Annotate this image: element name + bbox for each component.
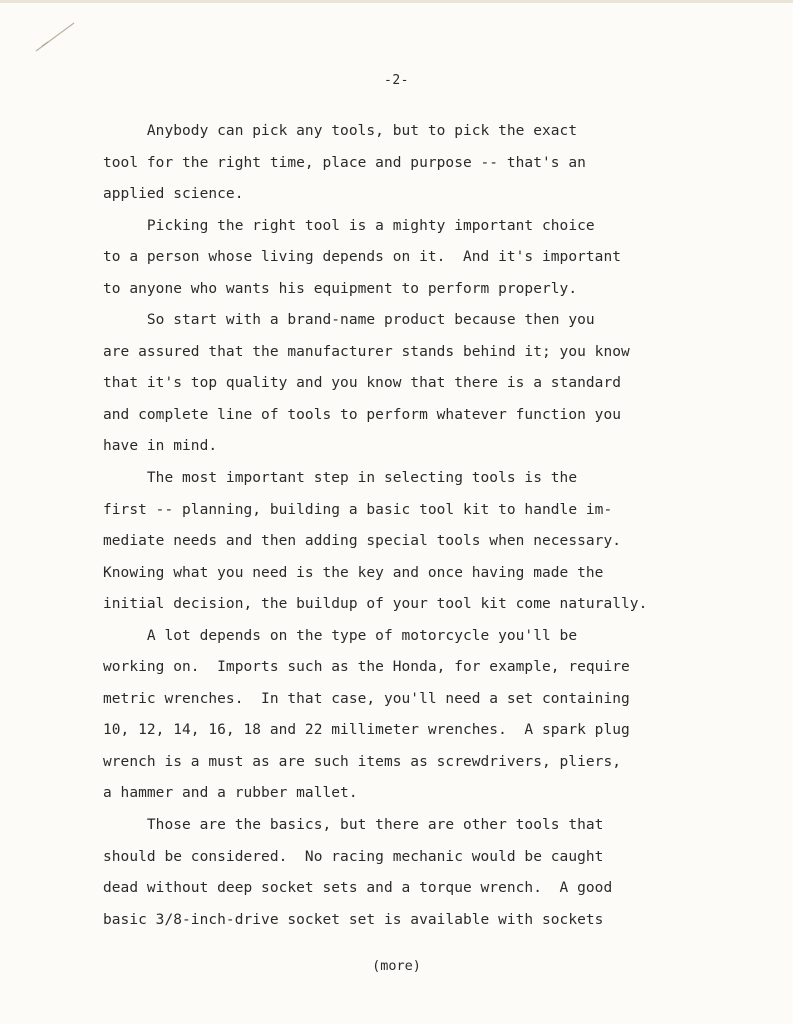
text-line: to anyone who wants his equipment to perform properly. (103, 280, 578, 297)
text-line: have in mind. (103, 438, 218, 455)
paragraph-4 (103, 463, 683, 621)
paragraph-5 (103, 621, 683, 810)
text-line: and complete line of tools to perform whatever function you (103, 406, 622, 423)
text-line: should be considered. No racing mechanic would be caught (103, 848, 604, 865)
pencil-mark (34, 20, 76, 54)
text-line: basic 3/8-inch-drive socket set is available with sockets (103, 911, 604, 928)
text-line: a hammer and a rubber mallet. (103, 785, 358, 802)
text-line: mediate needs and then adding special tools when necessary. (103, 533, 622, 550)
page-number: -2- (384, 73, 409, 88)
text-line: first -- planning, building a basic tool kit to handle im- (103, 501, 613, 518)
text-line: Anybody can pick any tools, but to pick the exact (103, 123, 578, 139)
paragraph-2 (103, 211, 683, 306)
paragraph-3 (103, 305, 683, 463)
text-line: wrench is a must as are such items as screwdrivers, pliers, (103, 753, 622, 770)
text-line: tool for the right time, place and purpose -- that's an (103, 154, 586, 171)
text-line: Those are the basics, but there are other tools that (103, 817, 604, 834)
text-line: dead without deep socket sets and a torque wrench. A good (103, 880, 613, 897)
text-line: 10, 12, 14, 16, 18 and 22 millimeter wrenches. A spark plug (103, 722, 630, 739)
body-text (103, 116, 683, 936)
text-line: The most important step in selecting tools is the (103, 470, 578, 487)
text-line: applied science. (103, 186, 244, 203)
text-line: A lot depends on the type of motorcycle you'll be (103, 627, 578, 644)
text-line: So start with a brand-name product because then you (103, 312, 595, 329)
paragraph-6 (103, 810, 683, 936)
paper-top-edge (0, 0, 793, 3)
text-line: Knowing what you need is the key and once having made the (103, 564, 604, 581)
continuation-marker: (more) (372, 958, 421, 974)
text-line: working on. Imports such as the Honda, for example, require (103, 659, 630, 676)
text-line: that it's top quality and you know that there is a standard (103, 375, 622, 392)
text-line: metric wrenches. In that case, you'll need a set containing (103, 690, 630, 707)
text-line: are assured that the manufacturer stands behind it; you know (103, 343, 630, 360)
paragraph-1 (103, 116, 683, 211)
text-line: to a person whose living depends on it. And it's important (103, 249, 622, 266)
text-line: Picking the right tool is a mighty important choice (103, 217, 595, 234)
text-line: initial decision, the buildup of your tool kit come naturally. (103, 596, 648, 613)
